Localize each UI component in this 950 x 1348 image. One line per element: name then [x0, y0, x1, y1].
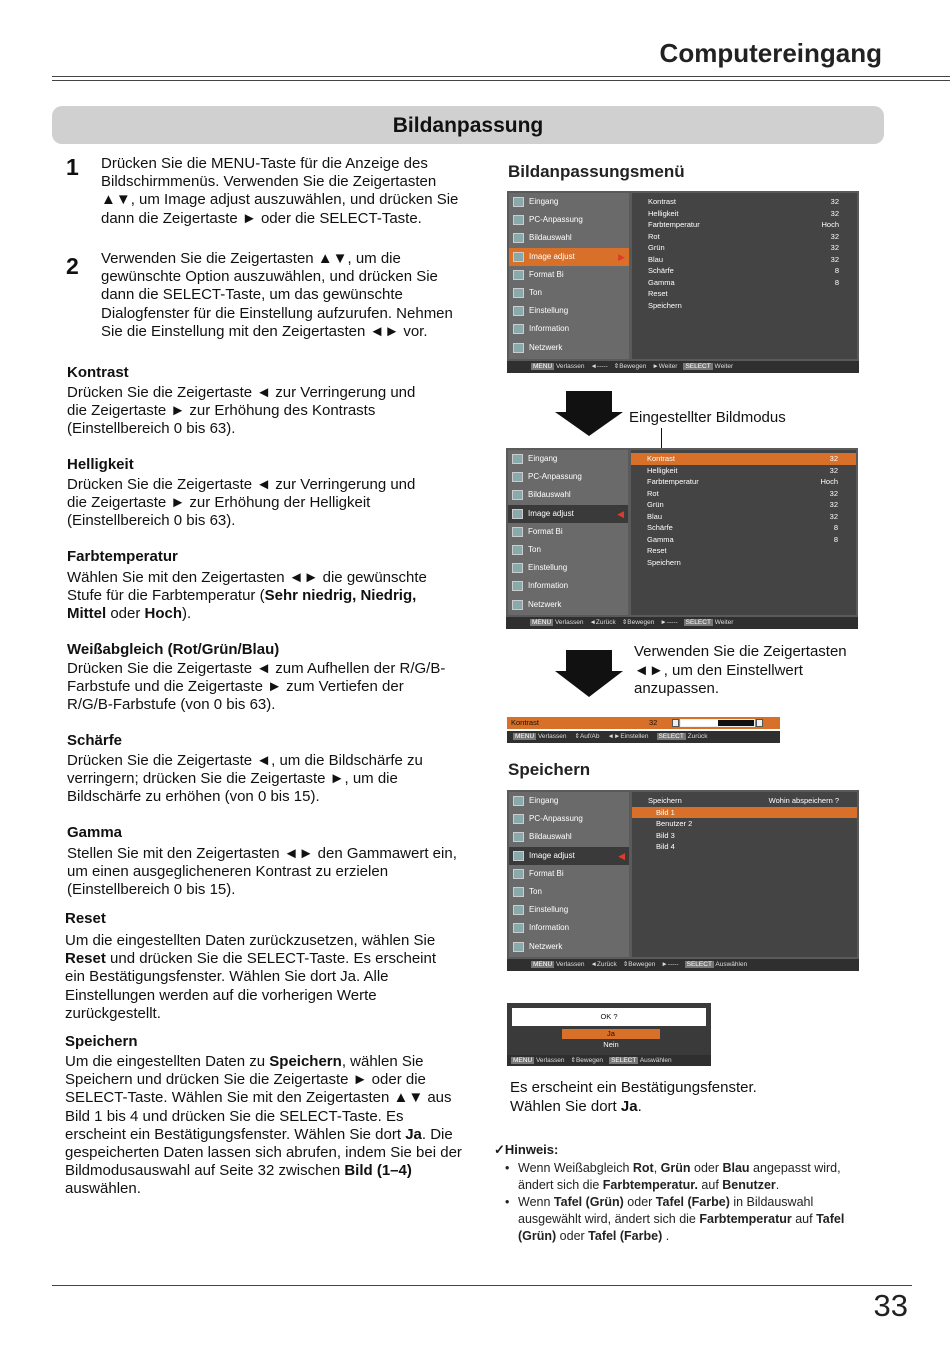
osd1-option[interactable]: Blau 32: [648, 254, 839, 264]
confirm-caption: Es erscheint ein Bestätigungsfenster. Wählen Sie dort Ja.: [510, 1079, 757, 1115]
slider-value: 32: [649, 718, 658, 727]
callout-zeigertasten: Verwenden Sie die Zeigertasten ◄►, um den Einstellwert anzupassen.: [634, 643, 847, 697]
weissabgleich-title: Weißabgleich (Rot/Grün/Blau): [67, 641, 280, 658]
gamma-title: Gamma: [67, 824, 123, 841]
kontrast-title: Kontrast: [67, 364, 129, 381]
osd1-option[interactable]: Grün 32: [648, 243, 839, 252]
farbtemperatur-title: Farbtemperatur: [67, 548, 178, 565]
schaerfe-title: Schärfe: [67, 732, 123, 749]
osd2-item[interactable]: Eingang: [508, 450, 628, 468]
osd1-nav-bar: MENU Verlassen ◄----- ⇕Bewegen ►Weiter SELECT Weiter: [507, 361, 859, 373]
osd-menu-2-left: [508, 450, 628, 615]
osd-menu-2-right: [631, 450, 856, 615]
osd-menu-1: [507, 191, 859, 373]
note-item: • Wenn Tafel (Grün) oder Tafel (Farbe) in Bildauswahl ausgewählt wird, ändert sich die Farbtemperatur auf Tafel (Grün) oder Tafel (Farbe) .: [505, 1194, 877, 1245]
save-header: Speichern Wohin abspeichern ?: [648, 796, 839, 805]
osd3-item[interactable]: Einstellung: [509, 901, 629, 919]
osd3-item[interactable]: Bildauswahl: [509, 828, 629, 846]
osd3-item[interactable]: Ton: [509, 883, 629, 901]
osd1-item[interactable]: Netzwerk: [509, 339, 629, 357]
down-arrow-icon: [566, 650, 612, 672]
page-title: Computereingang: [659, 38, 882, 68]
section-title: Bildanpassung: [52, 106, 884, 144]
osd2-option[interactable]: Grün 32: [647, 500, 838, 509]
header-rule-2: [52, 80, 950, 81]
gamma-text: Stellen Sie mit den Zeigertasten ◄► den Gammawert ein, um einen ausgeglicheneren Kontrast zu erzielen (Einstellbereich 0 bis 15).: [67, 845, 457, 899]
osd2-item[interactable]: Ton: [508, 541, 628, 559]
confirm-question: OK ?: [512, 1008, 706, 1026]
confirm-no[interactable]: Nein: [603, 1040, 619, 1049]
header-rule: [52, 76, 950, 77]
osd2-item[interactable]: Information: [508, 577, 628, 595]
confirm-yes[interactable]: Ja: [562, 1029, 660, 1039]
setting-icon: [513, 905, 524, 915]
step-2-text: Verwenden Sie die Zeigertasten ▲▼, um die gewünschte Option auszuwählen, und drücken Sie dann die SELECT-Taste, um das gewünschte Dialogfenster für die Einstellung aufzurufen. Nehmen Sie die Einstellung mit den Zeigertasten ◄► vor.: [101, 250, 453, 340]
osd3-item[interactable]: Netzwerk: [509, 938, 629, 956]
image-select-icon: [513, 832, 524, 842]
setting-icon: [513, 306, 524, 316]
note-item: • Wenn Weißabgleich Rot, Grün oder Blau angepasst wird, ändert sich die Farbtemperatur. auf Benutzer.: [505, 1160, 877, 1194]
osd2-option[interactable]: Rot 32: [647, 488, 838, 498]
osd3-item[interactable]: Information: [509, 919, 629, 937]
osd2-option[interactable]: Helligkeit 32: [647, 465, 838, 475]
arrow-left-icon: ◀: [618, 850, 625, 861]
osd1-item[interactable]: Format Bi: [509, 266, 629, 284]
image-adjust-icon: [513, 851, 524, 861]
osd2-item[interactable]: Bildauswahl: [508, 486, 628, 504]
confirm-nav-bar: MENU Verlassen ⇕Bewegen SELECT Auswählen: [507, 1055, 711, 1066]
footer-rule: [52, 1285, 912, 1286]
sound-icon: [512, 545, 523, 555]
kontrast-slider[interactable]: [507, 717, 780, 729]
osd-menu-2: [506, 448, 858, 629]
network-icon: [513, 343, 524, 353]
step-1-text: Drücken Sie die MENU-Taste für die Anzeige des Bildschirmmenüs. Verwenden Sie die Zeigertasten ▲▼, um Image adjust auszuwählen, und drücken Sie dann die Zeigertaste ► oder die SELECT-Taste.: [101, 155, 459, 227]
slider-max-cap: [756, 719, 763, 727]
osd3-item-selected[interactable]: Image adjust ◀: [509, 847, 629, 865]
osd2-item[interactable]: Format Bi: [508, 523, 628, 541]
osd2-option[interactable]: Schärfe 8: [647, 523, 838, 532]
pc-adjust-icon: [513, 215, 524, 225]
osd2-option[interactable]: Speichern: [647, 557, 681, 567]
image-select-icon: [512, 490, 523, 500]
arrow-right-icon: ▶: [618, 251, 625, 262]
save-option[interactable]: Benutzer 2: [656, 819, 693, 828]
helligkeit-title: Helligkeit: [67, 456, 134, 473]
down-arrow-head-icon: [555, 671, 623, 697]
osd1-item[interactable]: Bildauswahl: [509, 229, 629, 247]
osd2-option[interactable]: Farbtemperatur Hoch: [647, 477, 838, 486]
confirm-dialog: [507, 1003, 711, 1066]
step-2-number: 2: [66, 253, 79, 279]
callout-bildmodus: Eingestellter Bildmodus: [629, 409, 786, 426]
input-icon: [513, 197, 524, 207]
information-icon: [512, 581, 523, 591]
osd3-item[interactable]: Eingang: [509, 792, 629, 810]
farbtemperatur-text: Wählen Sie mit den Zeigertasten ◄► die gewünschte Stufe für die Farbtemperatur (Sehr niedrig, Niedrig, Mittel oder Hoch).: [67, 569, 427, 623]
note-title: ✓Hinweis:: [494, 1142, 559, 1157]
step-1-number: 1: [66, 154, 79, 180]
menu-heading: Bildanpassungsmenü: [508, 162, 685, 181]
sound-icon: [513, 288, 524, 298]
osd1-option[interactable]: Farbtemperatur Hoch: [648, 220, 839, 229]
osd3-item[interactable]: PC-Anpassung: [509, 810, 629, 828]
reset-title: Reset: [65, 910, 106, 927]
osd1-option[interactable]: Reset: [648, 289, 668, 298]
save-option[interactable]: Bild 3: [656, 830, 675, 840]
network-icon: [512, 600, 523, 610]
image-adjust-icon: [513, 252, 524, 262]
osd1-item[interactable]: Eingang: [509, 193, 629, 211]
osd-save-left: [509, 792, 629, 957]
down-arrow-icon: [566, 391, 612, 413]
osd2-nav-bar: MENU Verlassen ◄Zurück ⇕Bewegen ►----- SELECT Weiter: [506, 617, 858, 629]
speichern-text: Um die eingestellten Daten zu Speichern, wählen Sie Speichern und drücken Sie die Zeigertaste ► oder die SELECT-Taste. Wählen Sie mit den Zeigertasten ▲▼ aus Bild 1 bis 4 und drücken Sie die SELECT-Taste. Es erscheint ein Bestätigungsfenster. Wählen Sie dort Ja. Die gespeicherten Daten lassen sich abrufen, indem Sie bei der Bildmodusauswahl auf Seite 32 zwischen Bild (1–4) auswählen.: [65, 1053, 462, 1198]
slider-min-cap: [672, 719, 679, 727]
pc-adjust-icon: [512, 472, 523, 482]
format-icon: [512, 527, 523, 537]
slider-nav-bar: MENU Verlassen ⇕Auf/Ab ◄►Einstellen SELECT Zurück: [507, 731, 780, 743]
image-adjust-icon: [512, 509, 523, 519]
reset-text: Um die eingestellten Daten zurückzusetzen, wählen Sie Reset und drücken Sie die SELECT-Taste. Es erscheint ein Bestätigungsfenster. Wählen Sie dort Ja. Alle Einstellungen werden auf die vorherigen Werte zurückgestellt.: [65, 932, 437, 1022]
kontrast-text: Drücken Sie die Zeigertaste ◄ zur Verringerung und die Zeigertaste ► zur Erhöhung des Kontrasts (Einstellbereich 0 bis 63).: [67, 384, 416, 438]
osd1-item[interactable]: Ton: [509, 284, 629, 302]
osd1-item[interactable]: PC-Anpassung: [509, 211, 629, 229]
slider-fill: [681, 720, 718, 726]
osd1-item[interactable]: Einstellung: [509, 302, 629, 320]
osd2-option[interactable]: Reset: [647, 546, 667, 555]
note-list: [505, 1160, 877, 1245]
osd2-option[interactable]: Gamma 8: [647, 534, 838, 544]
osd-save-menu: [507, 790, 859, 971]
helligkeit-text: Drücken Sie die Zeigertaste ◄ zur Verringerung und die Zeigertaste ► zur Erhöhung der Helligkeit (Einstellbereich 0 bis 63).: [67, 476, 416, 530]
slider-label: Kontrast: [511, 718, 539, 727]
down-arrow-head-icon: [555, 412, 623, 436]
osd2-option[interactable]: Blau 32: [647, 511, 838, 521]
page-number: 33: [873, 1288, 908, 1323]
input-icon: [512, 454, 523, 464]
information-icon: [513, 324, 524, 334]
osd2-item[interactable]: Einstellung: [508, 559, 628, 577]
osd1-option[interactable]: Rot 32: [648, 231, 839, 241]
setting-icon: [512, 563, 523, 573]
osd1-option[interactable]: Speichern: [648, 300, 682, 310]
pc-adjust-icon: [513, 814, 524, 824]
osd1-item-selected[interactable]: Image adjust ▶: [509, 248, 629, 266]
format-icon: [513, 869, 524, 879]
save-option[interactable]: Bild 4: [656, 842, 675, 851]
network-icon: [513, 942, 524, 952]
osd2-item[interactable]: Netzwerk: [508, 596, 628, 614]
osd2-item[interactable]: PC-Anpassung: [508, 468, 628, 486]
schaerfe-text: Drücken Sie die Zeigertaste ◄, um die Bildschärfe zu verringern; drücken Sie die Zeigertaste ►, um die Bildschärfe zu erhöhen (von 0 bis 15).: [67, 752, 423, 806]
osd3-item[interactable]: Format Bi: [509, 865, 629, 883]
save-heading: Speichern: [508, 760, 591, 779]
osd1-item[interactable]: Information: [509, 320, 629, 338]
save-option-selected[interactable]: Bild 1: [632, 807, 857, 819]
input-icon: [513, 796, 524, 806]
weissabgleich-text: Drücken Sie die Zeigertaste ◄ zum Aufhellen der R/G/B-Farbstufe und die Zeigertaste ► zum Vertiefen der R/G/B-Farbstufe (von 0 bis 63).: [67, 660, 446, 714]
osd-menu-1-right: [632, 193, 857, 359]
osd-save-right: [632, 792, 857, 957]
osd1-option[interactable]: Helligkeit 32: [648, 208, 839, 218]
osd3-nav-bar: MENU Verlassen ◄Zurück ⇕Bewegen ►----- SELECT Auswählen: [507, 959, 859, 971]
format-icon: [513, 270, 524, 280]
information-icon: [513, 923, 524, 933]
osd-menu-1-left: [509, 193, 629, 359]
osd1-option[interactable]: Schärfe 8: [648, 266, 839, 275]
osd2-option-selected[interactable]: Kontrast 32: [631, 453, 856, 465]
image-select-icon: [513, 233, 524, 243]
sound-icon: [513, 887, 524, 897]
slider-track[interactable]: [680, 719, 755, 727]
osd1-option[interactable]: Kontrast 32: [648, 197, 839, 206]
osd1-option[interactable]: Gamma 8: [648, 277, 839, 287]
osd2-item-selected[interactable]: Image adjust ◀: [508, 505, 628, 523]
speichern-title: Speichern: [65, 1033, 138, 1050]
arrow-left-icon: ◀: [617, 508, 624, 519]
